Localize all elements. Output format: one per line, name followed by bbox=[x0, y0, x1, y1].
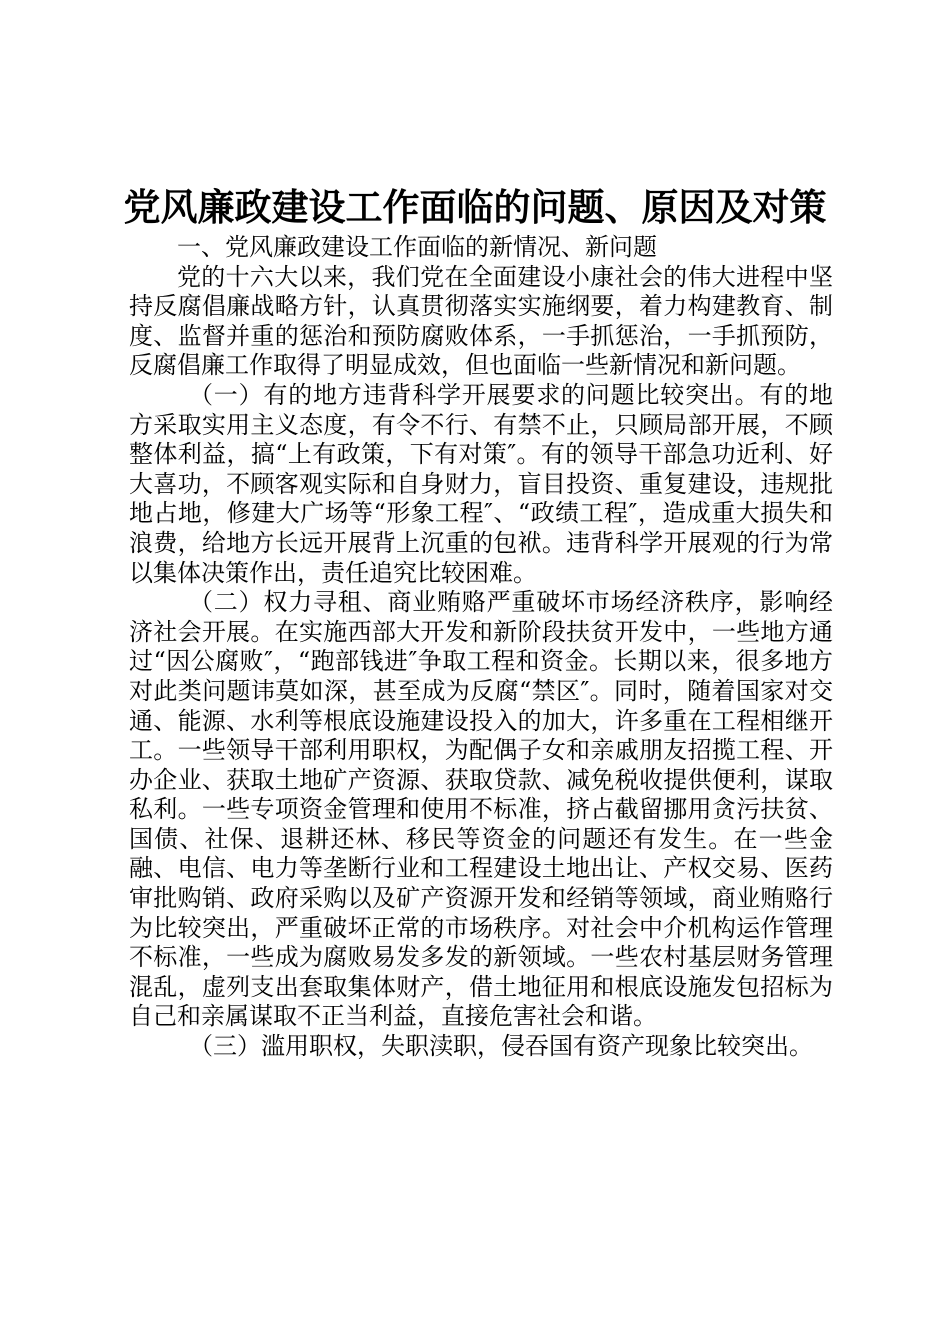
document-title: 党风廉政建设工作面临的问题、原因及对策 bbox=[123, 185, 827, 229]
paragraph-item-1: （一）有的地方违背科学开展要求的问题比较突出。有的地方采取实用主义态度，有令不行、有禁不止，只顾局部开展，不顾整体利益，搞“上有政策，下有对策″。有的领导干部急功近利、好大喜功，不顾客观实际和自身财力，盲目投资、重复建设，违规批地占地，修建大广场等“形象工程″、“政绩工程″，造成重大损失和浪费，给地方长远开展背上沉重的包袱。违背科学开展观的行为常以集体决策作出，责任追究比较困难。 bbox=[129, 380, 833, 587]
paragraph-item-2: （二）权力寻租、商业贿赂严重破坏市场经济秩序，影响经济社会开展。在实施西部大开发和新阶段扶贫开发中，一些地方通过“因公腐败″，“跑部钱进″争取工程和资金。长期以来，很多地方对此类问题讳莫如深，甚至成为反腐“禁区″。同时，随着国家对交通、能源、水利等根底设施建设投入的加大，许多重在工程相继开工。一些领导干部利用职权，为配偶子女和亲戚朋友招揽工程、开办企业、获取土地矿产资源、获取贷款、减免税收提供便利，谋取私利。一些专项资金管理和使用不标准，挤占截留挪用贪污扶贫、国债、社保、退耕还林、移民等资金的问题还有发生。在一些金融、电信、电力等垄断行业和工程建设土地出让、产权交易、医药审批购销、政府采购以及矿产资源开发和经销等领域，商业贿赂行为比较突出，严重破坏正常的市场秩序。对社会中介机构运作管理不标准，一些成为腐败易发多发的新领域。一些农村基层财务管理混乱，虚列支出套取集体财产，借土地征用和根底设施发包招标为自己和亲属谋取不正当利益，直接危害社会和谐。 bbox=[129, 588, 833, 1031]
paragraph-item-3: （三）滥用职权，失职渎职，侵吞国有资产现象比较突出。 bbox=[189, 1032, 813, 1061]
paragraph-intro: 党的十六大以来，我们党在全面建设小康社会的伟大进程中坚持反腐倡廉战略方针，认真贯彻落实实施纲要，着力构建教育、制度、监督并重的惩治和预防腐败体系，一手抓惩治，一手抓预防，反腐倡廉工作取得了明显成效，但也面临一些新情况和新问题。 bbox=[129, 262, 833, 380]
document-body bbox=[129, 233, 833, 1062]
section-heading: 一、党风廉政建设工作面临的新情况、新问题 bbox=[177, 233, 657, 261]
